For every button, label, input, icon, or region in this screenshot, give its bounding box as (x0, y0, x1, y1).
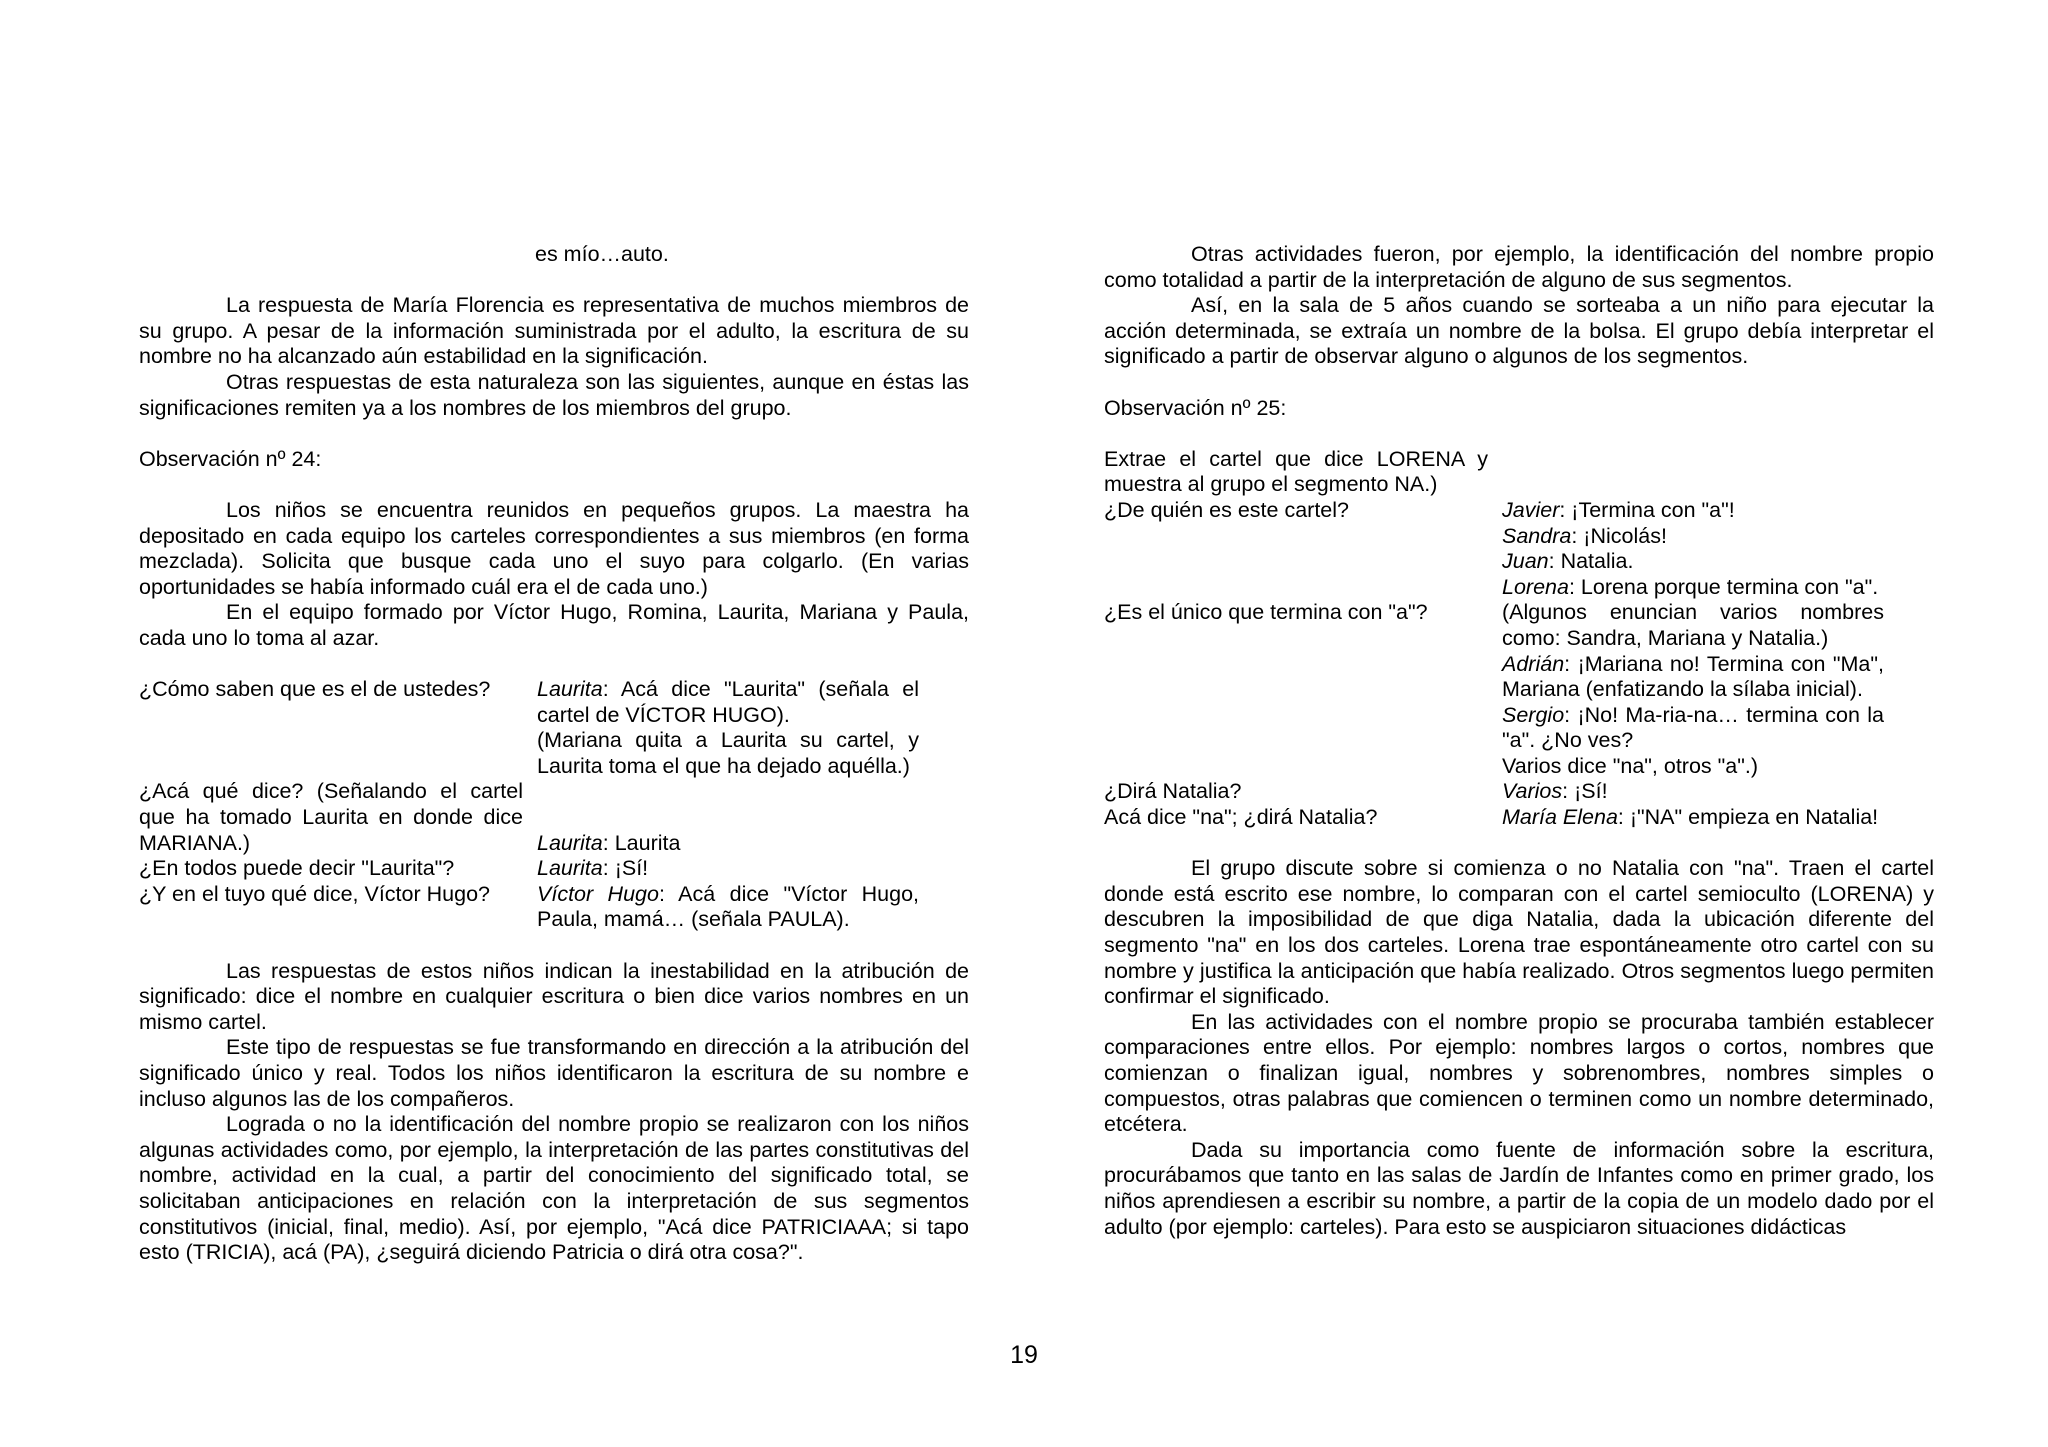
dialogue-answer (537, 677, 919, 779)
paragraph: Este tipo de respuestas se fue transformando en dirección a la atribución del significado único y real. Todos los niños identificaron la escritura de su nombre e incluso algunos las de los compañeros. (139, 1035, 969, 1111)
right-column (1104, 242, 1934, 1240)
dialogue-line (1502, 549, 1884, 575)
answer-text: Varios dice "na", otros "a".) (1502, 753, 1758, 778)
dialogue-question: ¿Dirá Natalia? (1104, 779, 1242, 804)
answer-text: : ¡"NA" empieza en Natalia! (1617, 805, 1879, 830)
answer-text: (Algunos enuncian varios nombres como: Sandra, Mariana y Natalia.) (1502, 600, 1884, 650)
speaker-name: Javier (1502, 497, 1560, 522)
dialogue-question: ¿En todos puede decir "Laurita"? (139, 856, 455, 881)
dialogue-answer (537, 856, 919, 882)
dialogue-question: ¿Y en el tuyo qué dice, Víctor Hugo? (139, 881, 490, 906)
speaker-name: Varios (1502, 779, 1563, 804)
answer-text: : ¡Sí! (1562, 779, 1608, 804)
dialogue-answer (537, 882, 919, 933)
speaker-name: Laurita (537, 677, 603, 702)
speaker-name: Adrián (1502, 651, 1565, 676)
continued-line: es mío…auto. (535, 242, 669, 266)
dialogue-line (1502, 600, 1884, 651)
left-column (139, 242, 969, 1266)
dialogue-line (1502, 805, 1884, 831)
page-number: 19 (1010, 1341, 1038, 1369)
dialogue-table (139, 677, 969, 933)
dialogue-answer (1502, 779, 1884, 805)
speaker-name: Sergio (1502, 702, 1565, 727)
speaker-name: Juan (1502, 549, 1549, 574)
paragraph: Dada su importancia como fuente de información sobre la escritura, procurábamos que tanto en las salas de Jardín de Infantes como en primer grado, los niños aprendiesen a escribir su nombre, a partir de la copia de un modelo dado por el adulto (por ejemplo: carteles). Para esto se auspiciaron situaciones didácticas (1104, 1137, 1934, 1239)
dialogue-line (1502, 498, 1884, 524)
observation-title: Observación nº 24: (139, 446, 322, 471)
dialogue-line (1502, 652, 1884, 703)
dialogue-line (1502, 754, 1884, 780)
dialogue-question: ¿Cómo saben que es el de ustedes? (139, 677, 491, 702)
dialogue-answer (1502, 805, 1884, 831)
dialogue-question: Extrae el cartel que dice LORENA y muestra al grupo el segmento NA.) (1104, 446, 1488, 497)
paragraph: En el equipo formado por Víctor Hugo, Romina, Laurita, Mariana y Paula, cada uno lo toma al azar. (139, 600, 969, 650)
paragraph: El grupo discute sobre si comienza o no Natalia con "na". Traen el cartel donde está escrito ese nombre, lo comparan con el cartel semioculto (LORENA) y descubren la imposibilidad de que diga Natalia, dada la ubicación diferente del segmento "na" en los dos carteles. Lorena trae espontáneamente otro cartel con su nombre y justifica la anticipación que había realizado. Otros segmentos luego permiten confirmar el significado. (1104, 856, 1934, 1009)
answer-text: : Laurita (602, 830, 681, 855)
paragraph: En las actividades con el nombre propio se procuraba también establecer comparaciones entre ellos. Por ejemplo: nombres largos o cortos, nombres que comienzan o finalizan igual, nombres y sobrenombres, nombres simples o compuestos, otras palabras que comiencen o terminen como un nombre determinado, etcétera. (1104, 1009, 1934, 1137)
paragraph: Así, en la sala de 5 años cuando se sorteaba a un niño para ejecutar la acción determinada, se extraía un nombre de la bolsa. El grupo debía interpretar el significado a partir de observar alguno o algunos de los segmentos. (1104, 293, 1934, 369)
dialogue-line (1502, 524, 1884, 550)
dialogue-question: ¿Acá qué dice? (Señalando el cartel que ha tomado Laurita en donde dice MARIANA.) (139, 779, 523, 855)
speaker-name: Laurita (537, 856, 603, 881)
speaker-name: Laurita (537, 830, 603, 855)
paragraph: Otras actividades fueron, por ejemplo, la identificación del nombre propio como totalidad a partir de la interpretación de alguno de sus segmentos. (1104, 242, 1934, 292)
dialogue-line (1502, 703, 1884, 754)
paragraph: Otras respuestas de esta naturaleza son las siguientes, aunque en éstas las significaciones remiten ya a los nombres de los miembros del grupo. (139, 369, 969, 420)
dialogue-line (1502, 779, 1884, 805)
dialogue-answer (1502, 447, 1884, 498)
answer-text: : Acá dice "Víctor Hugo, Paula, mamá… (señala PAULA). (537, 881, 920, 932)
answer-text: : Natalia. (1548, 549, 1634, 574)
speaker-name: Lorena (1502, 574, 1569, 599)
speaker-name: María Elena (1502, 805, 1618, 830)
dialogue-question: Acá dice "na"; ¿dirá Natalia? (1104, 805, 1378, 830)
answer-text: : ¡No! Ma-ria-na… termina con la "a". ¿No ves? (1502, 702, 1884, 753)
answer-text: : ¡Termina con "a"! (1559, 497, 1735, 522)
paragraph: Los niños se encuentra reunidos en pequeños grupos. La maestra ha depositado en cada equipo los carteles correspondientes a sus miembros (en forma mezclada). Solicita que busque cada uno el suyo para colgarlo. (En varias oportunidades se había informado cuál era el de cada uno.) (139, 497, 969, 599)
paragraph: Las respuestas de estos niños indican la inestabilidad en la atribución de significado: dice el nombre en cualquier escritura o bien dice varios nombres en un mismo cartel. (139, 958, 969, 1034)
dialogue-answer (1502, 600, 1884, 779)
answer-text: : ¡Sí! (602, 856, 649, 881)
paragraph: Lograda o no la identificación del nombre propio se realizaron con los niños algunas actividades como, por ejemplo, la interpretación de las partes constitutivas del nombre, actividad en la cual, a partir del conocimiento del significado total, se solicitaban anticipaciones en relación con la interpretación de sus segmentos constitutivos (inicial, final, medio). Así, por ejemplo, "Acá dice PATRICIAAA; si tapo esto (TRICIA), acá (PA), ¿seguirá diciendo Patricia o dirá otra cosa?". (139, 1112, 969, 1265)
answer-text: : ¡Nicolás! (1571, 523, 1667, 548)
speaker-name: Sandra (1502, 523, 1572, 548)
dialogue-line (1502, 575, 1884, 601)
answer-text: : Lorena porque termina con "a". (1568, 574, 1879, 599)
speaker-name: Víctor Hugo (537, 881, 659, 906)
dialogue-answer (537, 831, 919, 857)
dialogue-answer (1502, 498, 1884, 600)
answer-text: : ¡Mariana no! Termina con "Ma", Mariana (enfatizando la sílaba inicial). (1502, 651, 1884, 702)
answer-text: : Acá dice "Laurita" (señala el cartel de VÍCTOR HUGO). (Mariana quita a Laurita su cartel, y Laurita toma el que ha dejado aquélla.) (537, 677, 919, 778)
paragraph: La respuesta de María Florencia es representativa de muchos miembros de su grupo. A pesar de la información suministrada por el adulto, la escritura de su nombre no ha alcanzado aún estabilidad en la significación. (139, 293, 969, 369)
dialogue-question: ¿Es el único que termina con "a"? (1104, 600, 1428, 625)
dialogue-table (1104, 447, 1934, 831)
observation-title: Observación nº 25: (1104, 395, 1287, 420)
dialogue-question: ¿De quién es este cartel? (1104, 497, 1349, 522)
